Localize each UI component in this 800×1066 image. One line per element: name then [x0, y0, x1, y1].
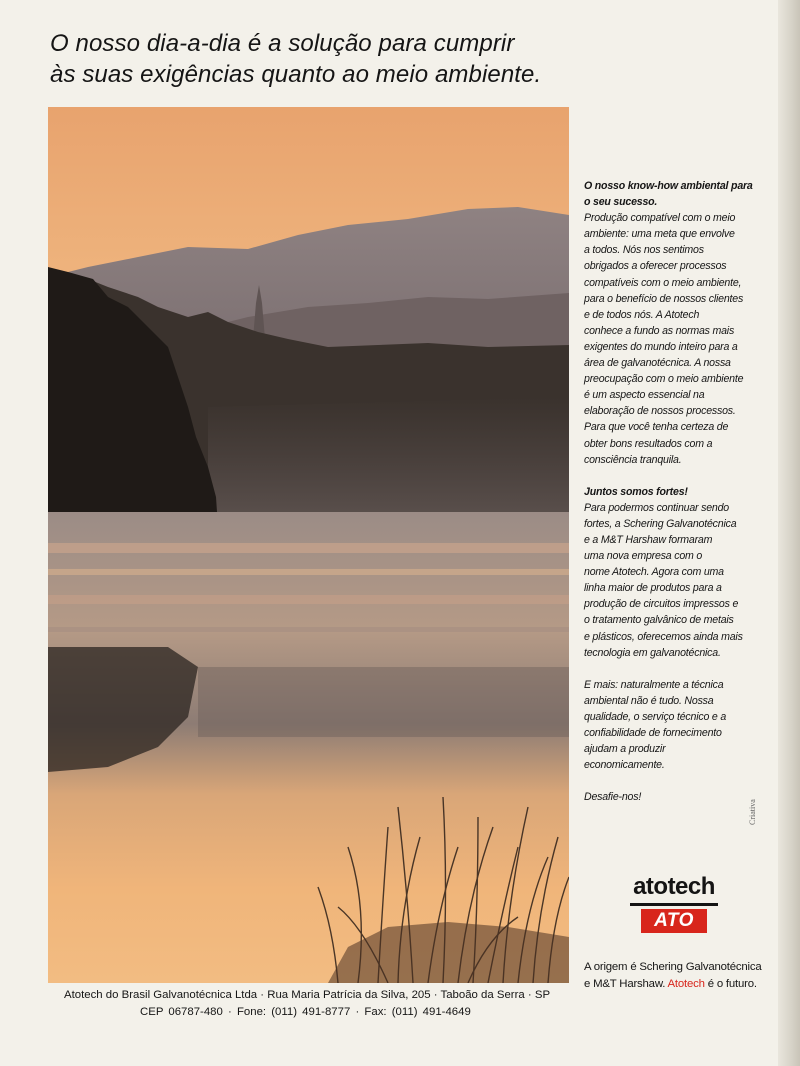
- paragraph-gap: [584, 773, 774, 789]
- lake-sunset-photo: [48, 107, 569, 983]
- headline-line-2: às suas exigências quanto ao meio ambiente.: [50, 61, 542, 88]
- body-line: o tratamento galvânico de metais: [584, 614, 734, 627]
- tagline-prefix: e M&T Harshaw.: [584, 978, 666, 990]
- section-2-title: Juntos somos fortes!: [584, 485, 688, 498]
- body-line: Para podermos continuar sendo: [584, 501, 729, 514]
- section-1-title-line-2: o seu sucesso.: [584, 196, 658, 209]
- paragraph-gap: [584, 661, 774, 677]
- body-line: elaboração de nossos processos.: [584, 405, 736, 418]
- tagline-brand: Atotech: [667, 978, 705, 990]
- logo-badge: ATO: [641, 909, 707, 933]
- body-line: uma nova empresa com o: [584, 550, 703, 563]
- body-line: para o benefício de nossos clientes: [584, 292, 744, 305]
- body-line: ajudam a produzir: [584, 743, 666, 756]
- footer-address-line: Atotech do Brasil Galvanotécnica Ltda · Rua Maria Patrícia da Silva, 205 · Taboão da Serra · SP: [64, 989, 551, 1001]
- body-line: ambiente: uma meta que envolve: [584, 228, 735, 241]
- body-line: qualidade, o serviço técnico e a: [584, 710, 727, 723]
- body-line: confiabilidade de fornecimento: [584, 727, 722, 739]
- body-line: preocupação com o meio ambiente: [584, 373, 744, 386]
- body-line: e de todos nós. A Atotech: [584, 308, 700, 321]
- body-line: e a M&T Harshaw formaram: [584, 533, 713, 546]
- headline: [50, 28, 610, 90]
- body-line: exigentes do mundo inteiro para a: [584, 340, 738, 353]
- body-line: nome Atotech. Agora com uma: [584, 566, 724, 579]
- footer-address: [48, 987, 578, 1021]
- body-line: obrigados a oferecer processos: [584, 260, 727, 273]
- body-line: produção de circuitos impressos e: [584, 598, 739, 611]
- section-1-title-line-1: O nosso know-how ambiental para: [584, 180, 753, 192]
- tagline-suffix: é o futuro.: [707, 978, 757, 990]
- body-line: é um aspecto essencial na: [584, 389, 705, 402]
- body-line: tecnologia em galvanotécnica.: [584, 646, 721, 659]
- body-line: Para que você tenha certeza de: [584, 421, 729, 434]
- body-line: obter bons resultados com a: [584, 437, 713, 450]
- body-line: Produção compatível com o meio: [584, 212, 736, 225]
- body-copy: [584, 178, 774, 805]
- body-line: linha maior de produtos para a: [584, 582, 722, 595]
- body-line: economicamente.: [584, 759, 665, 772]
- page-edge: [778, 0, 800, 1066]
- body-line: conhece a fundo as normas mais: [584, 324, 735, 337]
- logo-rule: [630, 903, 718, 906]
- body-line: e plásticos, oferecemos ainda mais: [584, 630, 743, 643]
- body-line: área de galvanotécnica. A nossa: [584, 357, 731, 370]
- body-line: consciência tranquila.: [584, 453, 682, 466]
- body-line: E mais: naturalmente a técnica: [584, 678, 724, 691]
- atotech-logo: [624, 873, 724, 933]
- paragraph-gap: [584, 468, 774, 484]
- tagline-line-2: [584, 976, 784, 993]
- body-line: ambiental não é tudo. Nossa: [584, 694, 714, 707]
- body-line: fortes, a Schering Galvanotécnica: [584, 517, 737, 530]
- logo-wordmark: atotech: [633, 873, 715, 900]
- agency-credit: Criativa: [748, 799, 757, 825]
- tagline: [584, 959, 784, 993]
- headline-line-1: O nosso dia-a-dia é a solução para cumprir: [50, 30, 515, 57]
- body-line: compatíveis com o meio ambiente,: [584, 276, 742, 289]
- body-line: a todos. Nós nos sentimos: [584, 244, 704, 257]
- closing-line: Desafie-nos!: [584, 791, 642, 804]
- footer-contact-line: CEP 06787-480 · Fone: (011) 491-8777 · Fax: (011) 491-4649: [140, 1006, 471, 1018]
- tagline-line-1: A origem é Schering Galvanotécnica: [584, 961, 762, 973]
